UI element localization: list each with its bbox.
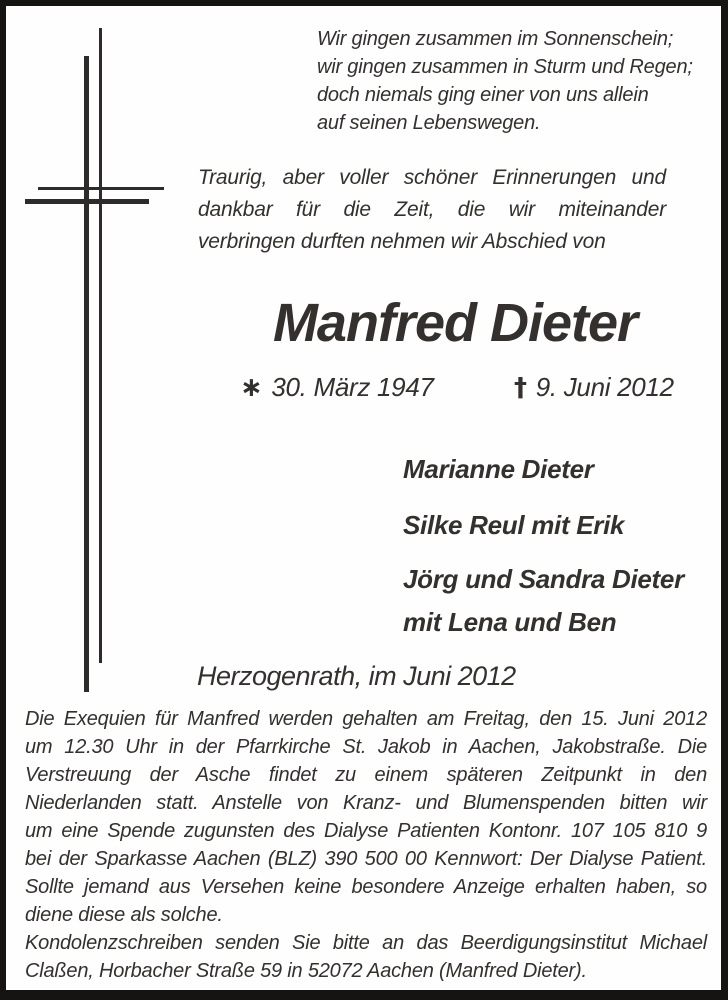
announcement-line: Niederlanden statt. Anstelle von Kranz- und Blumenspenden bitten wir [25,792,707,814]
mourner-name-line: mit Lena und Ben [403,607,617,637]
mourner-name: Marianne Dieter [403,454,594,484]
announcement-line: Die Exequien für Manfred werden gehalten am Freitag, den 15. Juni 2012 [25,708,707,730]
death-date-line [514,372,674,403]
poem-line: doch niemals ging einer von uns allein [317,84,649,106]
place-and-date: Herzogenrath, im Juni 2012 [197,661,516,691]
condolence-line: Kondolenzschreiben senden Sie bitte an das Beerdigungsinstitut Michael [25,932,707,954]
deceased-name: Manfred Dieter [272,293,638,353]
funeral-announcement [25,705,707,985]
condolence-line: Claßen, Horbacher Straße 59 in 52072 Aachen (Manfred Dieter). [25,960,587,982]
announcement-line: Verstreuung der Asche findet zu einem späteren Zeitpunkt in den [25,764,707,786]
poem-line: Wir gingen zusammen im Sonnenschein; [317,28,674,50]
announcement-line: bei der Sparkasse Aachen (BLZ) 390 500 00 Kennwort: Der Dialyse Patient. [25,848,707,870]
birth-star-icon: ∗ [240,372,263,403]
farewell-line: Traurig, aber voller schöner Erinnerungen und [198,166,666,189]
memorial-cross-icon [0,0,200,720]
farewell-line: dankbar für die Zeit, die wir miteinander [198,198,666,221]
cross-vertical-thick-line [84,56,89,692]
mourner-name [403,558,684,644]
mourner-name: Silke Reul mit Erik [403,510,625,540]
poem-line: auf seinen Lebenswegen. [317,112,541,134]
birth-date: 30. März 1947 [271,372,434,402]
announcement-line: um eine Spende zugunsten des Dialyse Patienten Kontonr. 107 105 810 9 [25,820,707,842]
mourner-name-line: Jörg und Sandra Dieter [403,564,684,594]
cross-vertical-thin-line [99,28,102,663]
poem-line: wir gingen zusammen in Sturm und Regen; [317,56,693,78]
announcement-line: diene diese als solche. [25,904,223,926]
cross-horizontal-thin-line [38,187,164,190]
cross-horizontal-thick-line [25,199,149,204]
memorial-poem [317,25,693,137]
farewell-paragraph [198,162,666,258]
announcement-line: um 12.30 Uhr in der Pfarrkirche St. Jakob in Aachen, Jakobstraße. Die [25,736,707,758]
death-date: 9. Juni 2012 [535,372,674,402]
birth-date-line [240,372,434,403]
death-dagger-icon: † [514,373,527,403]
farewell-line: verbringen durften nehmen wir Abschied von [198,230,606,253]
announcement-line: Sollte jemand aus Versehen keine besondere Anzeige erhalten haben, so [25,876,707,898]
